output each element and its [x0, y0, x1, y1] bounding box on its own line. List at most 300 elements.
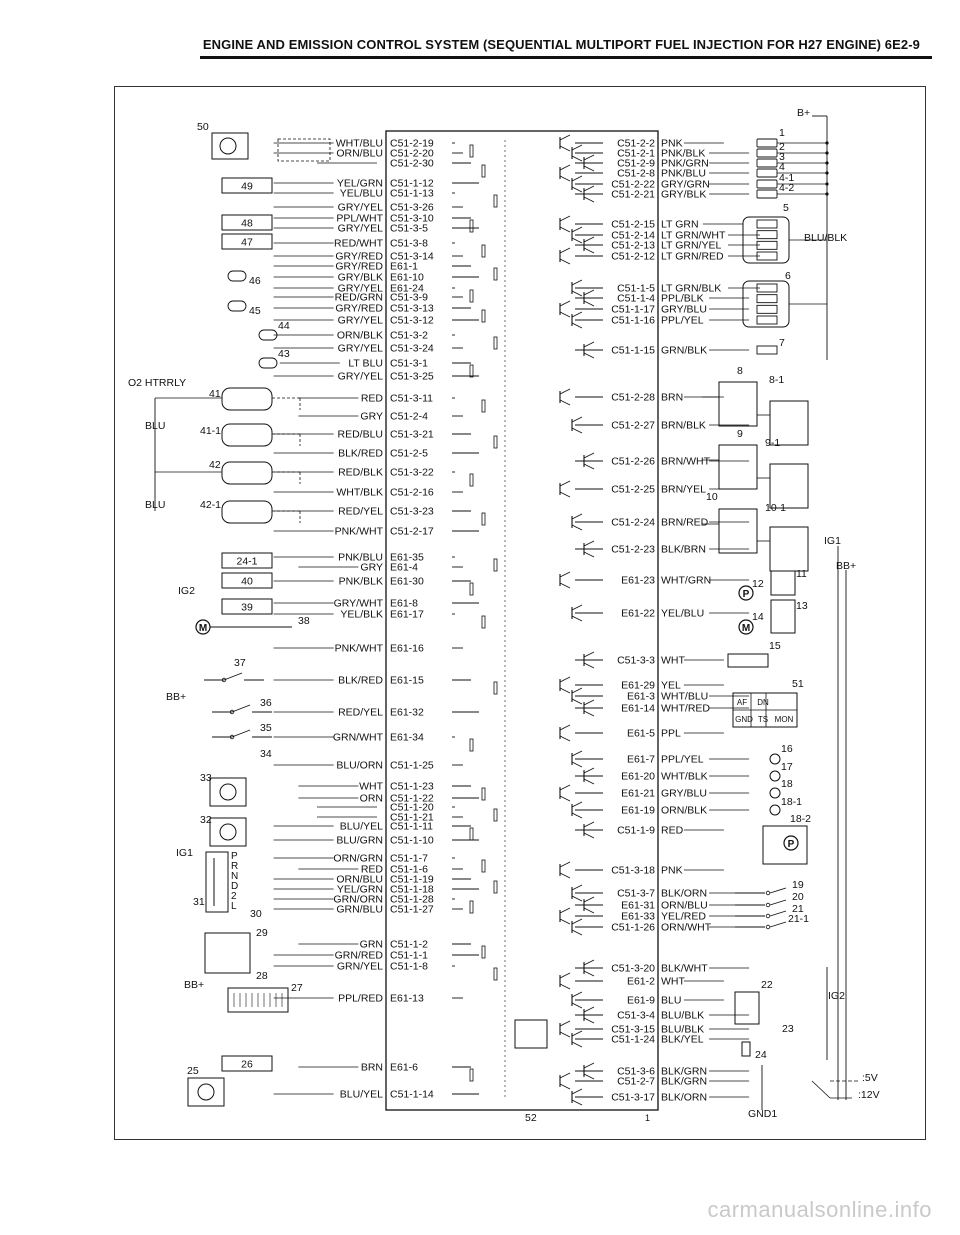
component-number: 29	[256, 927, 268, 939]
left-wire-label: RED/YEL	[338, 505, 383, 518]
right-wire-label: BRN/RED	[661, 516, 709, 529]
shift-letter-2: 2	[231, 891, 237, 902]
ecm-left-pin: E61-13	[390, 992, 424, 1005]
ecm-left-pin: C51-1-11	[390, 820, 433, 833]
component-number: 21-1	[788, 913, 810, 925]
left-wire-label: YEL/BLU	[339, 187, 383, 200]
connector-box-label: 40	[241, 575, 253, 588]
ecm-right-pin: C51-3-15	[611, 1023, 655, 1036]
ecm-right-pin: C51-3-17	[611, 1091, 655, 1104]
left-wire-label: GRY/RED	[335, 260, 383, 273]
igniter-box	[719, 445, 757, 489]
relay-coil	[757, 169, 777, 177]
relay-11	[771, 571, 795, 595]
component-number: 4-2	[779, 182, 795, 194]
component-22	[735, 992, 759, 1024]
side-label: B+	[797, 107, 811, 119]
ecm-right-pin: C51-1-9	[617, 824, 655, 837]
wire-line	[770, 911, 786, 916]
component-number: 31	[193, 896, 205, 908]
right-wire-label: PNK/BLU	[661, 167, 706, 180]
wire-line	[572, 227, 582, 232]
ecm-left-pin: C51-1-18	[390, 883, 434, 896]
wire-line	[572, 762, 582, 767]
left-wire-label: GRY/WHT	[333, 597, 383, 610]
wire-line	[560, 227, 570, 232]
wire-line	[560, 725, 570, 730]
right-wire-label: BLU/BLK	[661, 1023, 705, 1036]
connector-box-label: 47	[241, 236, 253, 249]
right-wire-label: BLK/ORN	[661, 1091, 708, 1104]
ecm-right-pin: E61-2	[626, 975, 655, 988]
ecm-resistor	[494, 682, 497, 694]
left-wire-label: RED/BLK	[338, 466, 383, 479]
side-label: :12V	[858, 1089, 880, 1101]
wire-line	[584, 290, 594, 295]
wire-line	[560, 796, 570, 801]
right-wire-label: PNK	[661, 137, 683, 150]
ecm-left-pin: E61-16	[390, 642, 424, 655]
ecm-left-pin: E61-30	[390, 575, 424, 588]
wire-line	[584, 971, 594, 976]
switch-contact	[766, 925, 770, 929]
left-wire-label: PPL/WHT	[336, 212, 383, 225]
ecm-resistor	[470, 474, 473, 486]
round-sensor	[770, 771, 780, 781]
ecm-left-pin: C51-3-22	[390, 466, 434, 479]
component-number: 43	[278, 348, 290, 360]
ecm-right-pin: C51-1-15	[611, 344, 655, 357]
wire-line	[572, 525, 582, 530]
right-wire-label: PNK	[661, 864, 683, 877]
wire-line	[584, 1007, 594, 1012]
side-label: IG2	[178, 585, 195, 597]
component-number: 24	[755, 1049, 767, 1061]
wire-line	[572, 1031, 582, 1036]
left-wire-label: GRY/YEL	[337, 222, 383, 235]
component-number: 30	[250, 908, 262, 920]
wire-line	[572, 280, 582, 285]
ecm-left-pin: E61-24	[390, 282, 424, 295]
ecm-resistor	[470, 583, 473, 595]
right-wire-label: BRN/WHT	[661, 455, 710, 468]
left-wire-label: GRN	[359, 938, 383, 951]
wire-line	[572, 930, 582, 935]
left-wire-label: RED	[360, 863, 383, 876]
right-wire-label: LT GRN	[661, 218, 699, 231]
igniter-box	[719, 509, 757, 553]
sensor-50	[212, 133, 248, 159]
ecm-left-pin: C51-3-14	[390, 250, 434, 263]
component-number: 18	[781, 778, 793, 790]
sensor-coil	[198, 1084, 214, 1100]
ecm-internal-group	[452, 135, 603, 1105]
left-wire-label: BLU/YEL	[339, 1088, 383, 1101]
ecm-left-pin: C51-3-12	[390, 314, 434, 327]
monitor-ts-label: TS	[757, 715, 769, 724]
ecm-left-pin: C51-3-25	[390, 370, 434, 383]
ecm-resistor	[482, 165, 485, 177]
ecm-left-pin: C51-1-6	[390, 863, 428, 876]
ecm-left-pin: E61-17	[390, 608, 424, 621]
component-number: 21	[792, 903, 804, 915]
ecm-left-pin: C51-2-19	[390, 137, 434, 150]
component-number: 34	[260, 748, 272, 760]
side-label: BLU	[145, 420, 166, 432]
wire-line	[560, 1073, 570, 1078]
injector-coil	[757, 220, 777, 228]
ecm-left-pin: C51-1-27	[390, 903, 434, 916]
wire-line	[560, 908, 570, 913]
junction-dot	[825, 182, 828, 185]
component-number: 41	[209, 388, 221, 400]
thermistor-sensor	[259, 358, 277, 368]
wire-line	[572, 323, 582, 328]
ecm-left-pin: C51-1-19	[390, 873, 434, 886]
component-number: 12	[752, 578, 764, 590]
left-wire-label: GRN/YEL	[336, 960, 383, 973]
left-wire-label: PNK/BLK	[338, 575, 383, 588]
side-label: :5V	[862, 1072, 878, 1084]
wire-line	[560, 688, 570, 693]
ecm-resistor	[470, 828, 473, 840]
wire-line	[572, 145, 582, 150]
ecm-resistor	[494, 968, 497, 980]
page-title: ENGINE AND EMISSION CONTROL SYSTEM (SEQUENTIAL MULTIPORT FUEL INJECTION FOR H27 ENGINE) 6E2-9	[202, 37, 920, 52]
ecm-right-pin: C51-2-26	[611, 455, 655, 468]
left-wire-label: YEL/BLK	[340, 608, 383, 621]
ecm-regulator	[515, 1020, 547, 1048]
left-wire-label: GRY/YEL	[337, 370, 383, 383]
wire-line	[560, 135, 570, 140]
component-number: 33	[200, 772, 212, 784]
right-wire-label: YEL	[661, 679, 681, 692]
ecm-right-pin: C51-2-8	[617, 167, 655, 180]
wire-line	[560, 301, 570, 306]
wire-line	[584, 353, 594, 358]
ecm-right-pin: C51-2-24	[611, 516, 655, 529]
ecm-left-pin: C51-2-16	[390, 486, 434, 499]
wire-line	[560, 984, 570, 989]
wire-line	[584, 186, 594, 191]
ecm-left-pin: C51-1-12	[390, 177, 434, 190]
relay-coil	[757, 190, 777, 198]
ecm-right-pin: E61-7	[626, 753, 655, 766]
wire-line	[584, 541, 594, 546]
component-number: 3	[779, 151, 785, 163]
left-wire-label: YEL/GRN	[336, 177, 383, 190]
relay-13	[771, 600, 795, 633]
ecm-resistor	[470, 1069, 473, 1081]
wire-line	[560, 259, 570, 264]
ecm-left-pin: C51-3-8	[390, 237, 428, 250]
wire-line	[584, 237, 594, 242]
ecm-right-pin: E61-31	[621, 899, 655, 912]
left-wire-label: RED/YEL	[338, 706, 383, 719]
right-wire-label: GRY/BLU	[661, 303, 707, 316]
component-number: 42	[209, 459, 221, 471]
motor-14-letter: M	[741, 623, 751, 634]
left-wire-label: GRN/RED	[334, 949, 383, 962]
watermark: carmanualsonline.info	[707, 1197, 932, 1222]
wire-line	[584, 552, 594, 557]
component-number: 17	[781, 761, 793, 773]
ecm-resistor	[482, 860, 485, 872]
ecm-left-pin: C51-3-26	[390, 201, 434, 214]
relay-coil	[757, 139, 777, 147]
left-wire-label: GRY/RED	[335, 302, 383, 315]
ecm-right-pin: C51-1-24	[611, 1033, 655, 1046]
ecm-resistor	[482, 245, 485, 257]
ecm-resistor	[482, 400, 485, 412]
component-number: 44	[278, 320, 290, 332]
right-wire-label: ORN/WHT	[661, 921, 712, 934]
component-number: 14	[752, 611, 764, 623]
ecm-left-pin: E61-1	[390, 260, 419, 273]
component-number: 18-2	[790, 813, 812, 825]
right-wire-label: WHT	[661, 654, 685, 667]
right-wire-label: ORN/BLU	[661, 899, 708, 912]
wire-line	[572, 992, 582, 997]
left-wire-label: GRN/WHT	[332, 731, 383, 744]
left-wire-label: RED/BLU	[337, 428, 383, 441]
wire-line	[584, 1018, 594, 1023]
wire-line	[572, 699, 582, 704]
connector-box-label: 24-1	[236, 555, 258, 568]
oxygen-sensor	[222, 388, 272, 410]
right-wire-label: ORN/BLK	[661, 804, 708, 817]
ecm-left-pin: E61-8	[390, 597, 419, 610]
side-label: BB+	[836, 560, 857, 572]
component-number: 45	[249, 305, 261, 317]
left-wire-label: WHT/BLU	[335, 137, 383, 150]
right-wire-label: GRY/GRN	[661, 178, 710, 191]
component-number: 10-1	[765, 502, 787, 514]
ecm-left-pin: C51-2-4	[390, 410, 428, 423]
wire-line	[232, 705, 250, 712]
ecm-left-pin: C51-3-2	[390, 329, 428, 342]
wire-line	[584, 711, 594, 716]
wire-line	[572, 417, 582, 422]
side-label: BB+	[166, 691, 187, 703]
wire-line	[572, 1042, 582, 1047]
left-wire-label: BRN	[360, 1061, 383, 1074]
wire-line	[572, 688, 582, 693]
wire-line	[812, 1081, 830, 1098]
wire-line	[572, 187, 582, 192]
wire-line	[770, 900, 786, 905]
ecm-right-pin: E61-9	[626, 994, 655, 1007]
wire-line	[560, 312, 570, 317]
left-wire-label: PNK/BLU	[338, 551, 383, 564]
igniter-box	[770, 527, 808, 571]
wire-line	[770, 888, 786, 893]
injector-coil	[757, 305, 777, 313]
wire-line	[584, 197, 594, 202]
ecm-left-pin: C51-1-7	[390, 852, 428, 865]
ecm-right-pin: C51-3-18	[611, 864, 655, 877]
left-wire-label: GRY/RED	[335, 250, 383, 263]
ecm-right-pin: E61-23	[621, 574, 655, 587]
igniter-box	[719, 382, 757, 426]
ecm-left-pin: C51-2-17	[390, 525, 434, 538]
wire-line	[560, 583, 570, 588]
right-wire-label: WHT	[661, 975, 685, 988]
left-wire-label: WHT/BLK	[336, 486, 383, 499]
sensor-50-coil	[220, 138, 236, 154]
valve-coil-7	[757, 346, 777, 354]
wire-line	[560, 389, 570, 394]
motor-symbol-14	[739, 620, 753, 634]
ecm-left-pin: C51-3-24	[390, 342, 434, 355]
component-number: 22	[761, 979, 773, 991]
ecm-left-pin: C51-3-5	[390, 222, 428, 235]
ecm-left-pin: C51-1-13	[390, 187, 434, 200]
ecm-right-pin: C51-2-22	[611, 178, 655, 191]
ecm-pin-one-label: 1	[645, 1113, 651, 1123]
switch-contact	[766, 903, 770, 907]
left-wire-label: BLU/GRN	[336, 834, 383, 847]
component-number: 19	[792, 879, 804, 891]
wire-line	[560, 919, 570, 924]
left-wire-label: BLK/RED	[338, 447, 383, 460]
wire-line	[572, 885, 582, 890]
right-wire-label: LT GRN/YEL	[661, 239, 722, 252]
wire-line	[560, 176, 570, 181]
ecm-left-pin: C51-1-20	[390, 801, 434, 814]
pressure-sensor-18-2	[763, 826, 807, 864]
right-wire-label: YEL/RED	[661, 910, 706, 923]
wire-line	[560, 1032, 570, 1037]
ecm-left-pin: E61-15	[390, 674, 424, 687]
wire-line	[560, 165, 570, 170]
left-wire-label: ORN/BLU	[336, 147, 383, 160]
ecm-right-pin: E61-21	[621, 787, 655, 800]
shift-letter-r: R	[231, 861, 239, 872]
shift-letter-l: L	[231, 901, 237, 912]
wire-line	[770, 922, 786, 927]
ecm-left-pin: C51-3-13	[390, 302, 434, 315]
sensor-coil	[220, 784, 236, 800]
sensor-box	[210, 778, 246, 806]
junction-dot	[825, 141, 828, 144]
left-wire-label: GRY/YEL	[337, 282, 383, 295]
right-wire-label: LT GRN/RED	[661, 250, 724, 263]
component-number: 6	[785, 270, 791, 282]
shift-position-switch	[206, 851, 238, 912]
connector-box-label: 39	[241, 601, 253, 614]
pressure-18-2-letter: P	[787, 839, 795, 850]
ecm-left-pin: C51-1-14	[390, 1088, 434, 1101]
ecm-right-pin: C51-2-23	[611, 543, 655, 556]
component-number: 15	[769, 640, 781, 652]
shift-letter-p: P	[231, 851, 238, 862]
ecm-right-pin: C51-2-7	[617, 1075, 655, 1088]
ecm-right-pin: E61-14	[621, 702, 655, 715]
ecm-right-pin: C51-1-16	[611, 314, 655, 327]
wire-line	[572, 428, 582, 433]
wire-line	[232, 730, 250, 737]
component-15	[728, 654, 768, 667]
component-number: 23	[782, 1023, 794, 1035]
connector-box-label: 49	[241, 180, 253, 193]
component-number: 50	[197, 121, 209, 133]
component-number: 27	[291, 982, 303, 994]
wire-line	[584, 652, 594, 657]
left-wire-label: PNK/WHT	[334, 525, 383, 538]
ecm-right-pin: E61-29	[621, 679, 655, 692]
left-wire-label: GRY/YEL	[337, 314, 383, 327]
ecm-resistor	[470, 365, 473, 377]
wire-line	[560, 492, 570, 497]
ecm-left-pin: C51-1-22	[390, 792, 434, 805]
wire-line	[560, 572, 570, 577]
component-number: 37	[234, 657, 246, 669]
left-wire-label: ORN/BLU	[336, 873, 383, 886]
side-label: IG1	[824, 535, 841, 547]
wire-line	[572, 514, 582, 519]
oxygen-sensor	[222, 424, 272, 446]
monitor-dn-label: DN	[757, 698, 769, 707]
right-wire-label: BRN/BLK	[661, 419, 706, 432]
right-wire-label: BLK/YEL	[661, 1033, 704, 1046]
component-number: 8-1	[769, 374, 785, 386]
component-number: 35	[260, 722, 272, 734]
ecm-resistor	[470, 901, 473, 913]
ecm-resistor	[470, 220, 473, 232]
ecm-resistor	[494, 268, 497, 280]
component-number: 42-1	[200, 499, 222, 511]
wire-line	[572, 751, 582, 756]
ecm-left-pin: C51-2-20	[390, 147, 434, 160]
ecm-right-pin: C51-2-14	[611, 229, 655, 242]
ecm-left-pin: C51-1-10	[390, 834, 434, 847]
ecm-right-pin: C51-3-20	[611, 962, 655, 975]
ecm-right-pin: C51-3-3	[617, 654, 655, 667]
ecm-resistor	[482, 616, 485, 628]
monitor-af-label: AF	[736, 698, 748, 707]
thermistor-sensor	[228, 271, 246, 281]
motor-38-letter: M	[198, 623, 208, 634]
component-number: 9	[737, 428, 743, 440]
right-wire-label: PNK/GRN	[661, 157, 709, 170]
wire-line	[584, 248, 594, 253]
component-number: 5	[783, 202, 789, 214]
relay-coil	[757, 180, 777, 188]
wire-line	[584, 663, 594, 668]
component-number: 51	[792, 678, 804, 690]
ecm-right-pin: C51-2-2	[617, 137, 655, 150]
wire-line	[560, 1084, 570, 1089]
switch-contact	[766, 891, 770, 895]
injector-coil	[757, 295, 777, 303]
wire-line	[584, 464, 594, 469]
right-wire-label: GRN/BLK	[661, 344, 708, 357]
right-wire-label: BLK/WHT	[661, 962, 708, 975]
shift-letter-n: N	[231, 871, 239, 882]
junction-dot	[825, 161, 828, 164]
monitor-connector	[733, 693, 797, 727]
ecm-right-pin: C51-1-26	[611, 921, 655, 934]
component-number: 46	[249, 275, 261, 287]
sensor-box	[210, 818, 246, 846]
component-number: 4	[779, 161, 785, 173]
left-wire-label: PPL/RED	[338, 992, 383, 1005]
side-label: IG1	[176, 847, 193, 859]
ecm-resistor	[494, 881, 497, 893]
right-wire-label: BLU	[661, 994, 682, 1007]
wire-line	[584, 301, 594, 306]
